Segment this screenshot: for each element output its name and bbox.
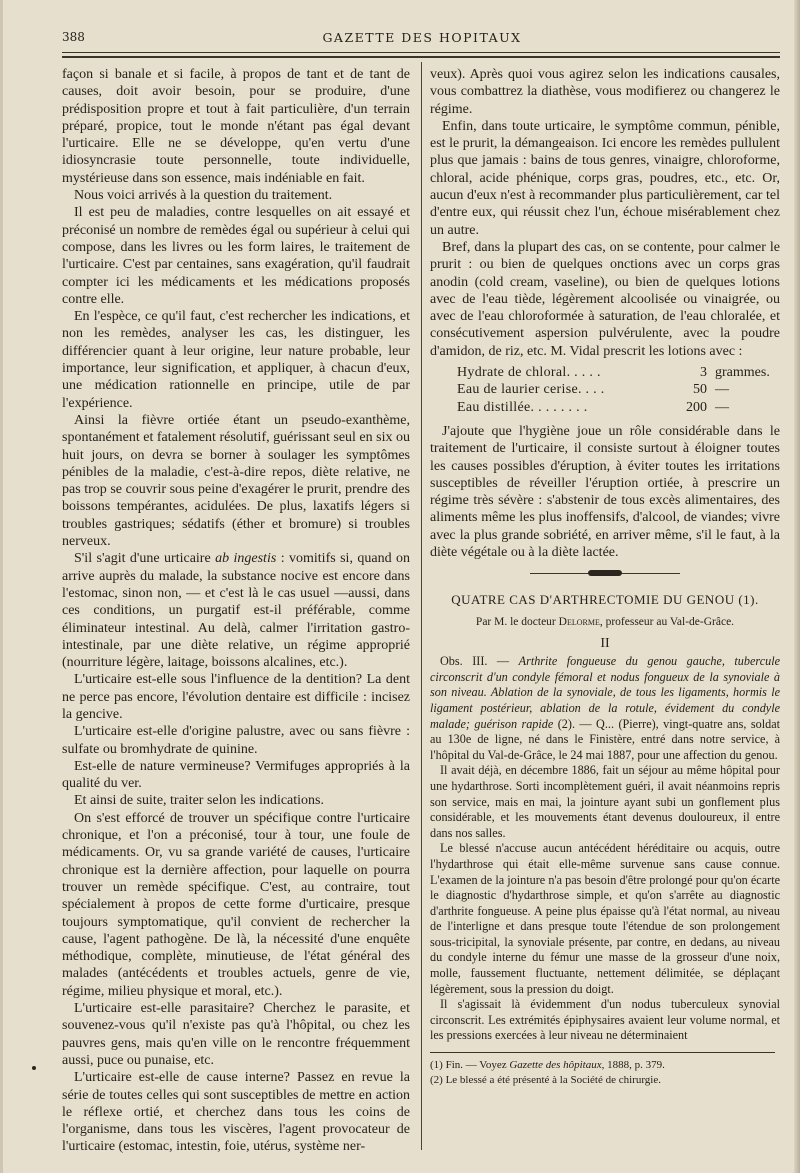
paragraph: On s'est efforcé de trouver un spécifique contre l'urticaire chronique, et l'on a préconisé, tour à tour, une foule de médicaments. Or, vu sa grande variété de causes, l'urticaire chronique est la dernière affection, pour laquelle on pourra trouver un remède spécifique. C'est, au contraire, tout spécialement à propos de cette forme d'urticaire, presque toujours symptomatique, qu'il convient de rechercher la cause, l'agent pathogène. De là, la nécessité d'une enquête méthodique, complète, minutieuse, de l'état général des malades (antécédents et troubles actuels, genre de vie, régime, milieu physique et moral, etc.). (62, 810, 410, 999)
footnote (430, 1073, 780, 1088)
text-run: : vomitifs si, quand on arrive auprès du malade, la substance nocive est encore dans l'estomac, sinon non, — et c'est là le cas usuel —aussi, dans ces conditions, un purgatif est-il préférable, comme éliminateur intestinal. Au delà, calmer l'irritation gastro-intestinale, par une diète relative, un régime approprié (nourriture légère, laitage, boissons alcalines, etc.). (62, 551, 410, 671)
paragraph: Ainsi la fièvre ortiée étant un pseudo-exanthème, spontanément et fatalement résolutif, guérissant seul en six ou huit jours, on devra se borner à soulager les symptômes pénibles de la maladie, c'est-à-dire repos, diète relative, ne pas trop se couvrir sous peine d'exagérer le prurit, prendre des boissons tempérantes, acidulées. De plus, laxatifs légers si troubles gastriques; sédatifs (éther et bromure) si troubles nerveux. (62, 412, 410, 550)
prescription-row (457, 399, 780, 416)
paragraph: En l'espèce, ce qu'il faut, c'est rechercher les indications, et non les remèdes, analyser les cas, les distinguer, les différencier quant à leur origine, leur nature probable, leur importance, leur signification, et appliquer, à chacun d'eux, une médication rationnelle en principe, utile de par l'expérience. (62, 309, 410, 411)
article-title: QUATRE CAS D'ARTHRECTOMIE DU GENOU (1). (451, 592, 759, 608)
ingredient-name: Hydrate de chloral. . . . . (457, 365, 601, 381)
page-edge-right (794, 0, 800, 1173)
footnote (430, 1058, 780, 1073)
observation-text (430, 654, 780, 1088)
column-divider (421, 62, 422, 1150)
paragraph: Il est peu de maladies, contre lesquelles on ait essayé et préconisé un nombre de remèdes égal ou supérieur à celui qui compose, dans les livres ou les form laires, le traitement de l'urticaire. C'est par centaines, sans exagération, qu'il faudrait compter ici les médicaments et les médications proposés contre elle. (62, 205, 410, 307)
journal-title: Gazette des hôpitaux (509, 1059, 602, 1072)
paragraph: Enfin, dans toute urticaire, le symptôme commun, pénible, est le prurit, la démangeaison. Ici encore les remèdes pullulent plus que jamais : bains de tous genres, vinaigre, chloroforme, chloral, acide phénique, corps gras, poudres, etc., etc. Or, aucun d'eux n'est à recommander plus particulièrement, car tel d'entre eux, qui réussit chez l'un, échoue misérablement chez un autre. (430, 118, 780, 238)
paragraph: veux). Après quoi vous agirez selon les indications causales, vous combattrez la diathèse, vous modifierez ou changerez le régime. (430, 67, 780, 117)
observation-label: Obs. III. — (440, 654, 519, 669)
footnote-rule (430, 1052, 775, 1053)
page-edge-left (0, 0, 3, 1173)
section-separator (430, 561, 780, 587)
paragraph: Le blessé n'accuse aucun antécédent héréditaire ou acquis, outre l'hydarthrose qui était elle-même survenue sans cause connue. L'examen de la jointure n'a pas besoin d'être prolongé pour qu'on écarte le diagnostic d'hydarthrose simple, et qu'on s'arrête au diagnostic d'arthrite fongueuse. A peine plus épaisse qu'à l'état normal, au niveau de l'interligne et dans presque toute l'étendue de son prolongement sous-tricipital, la synoviale présente, par contre, en dedans, au niveau du condyle interne du fémur une masse de la grosseur d'une noix, molle, faussement fluctuante, nettement délimitée, se déplaçant légèrement, sous la pression du doigt. (430, 841, 780, 996)
paragraph: L'urticaire est-elle parasitaire? Cherchez le parasite, et souvenez-vous qu'il n'existe pas qu'à l'hôpital, ou chez les pauvres gens, mais qu'en ville on le rencontre fréquemment aussi, puce ou punaise, etc. (62, 1001, 410, 1068)
header-rule-thick (62, 56, 780, 58)
left-column (62, 66, 410, 1156)
running-title: GAZETTE DES HOPITAUX (322, 30, 522, 45)
paragraph: L'urticaire est-elle de cause interne? Passez en revue la série de toutes celles qui sont susceptibles de mettre en action le réflexe ortié, et cherchez dans tous les coins de l'organisme, dans tous les viscères, l'agent provocateur de l'urticaire (estomac, intestin, foie, utérus, système ner- (62, 1070, 410, 1155)
ingredient-name: Eau de laurier cerise. . . . (457, 382, 605, 398)
paragraph: Bref, dans la plupart des cas, on se contente, pour calmer le prurit : ou bien de quelques onctions avec un corps gras anodin (cold cream, vaseline), ou bien de quelques lotions avec de l'eau tiède, légèrement alcoolisée ou vinaigrée, ou avec de l'eau chloroformée à saturation, de l'eau chloralée, et consécutivement aspersion pulvérulente, avec la poudre d'amidon, de riz, etc. M. Vidal prescrit les lotions avec : (430, 239, 780, 359)
ingredient-unit: grammes. (715, 365, 770, 381)
paragraph: Nous voici arrivés à la question du traitement. (74, 188, 333, 204)
observation-title: Arthrite fongueuse du genou gauche, tubercule circonscrit d'un condyle fémoral et nodus fongueux de la synoviale à son niveau. Ablation de la synoviale, de tous les ligaments, hormis le ligament postérieur, ablation de la rotule, évidement du condyle malade; guérison rapide (430, 654, 780, 731)
page-number: 388 (62, 30, 85, 44)
page-header (62, 30, 782, 48)
paragraph: L'urticaire est-elle sous l'influence de la dentition? La dent ne perce pas encore, l'évolution dentaire est difficile : incisez la gencive. (62, 672, 410, 722)
separator-ornament (588, 570, 622, 576)
paragraph: façon si banale et si facile, à propos de tant et de tant de causes, doit avoir besoin, pour se produire, d'une prédisposition propre et tout à fait particulière, d'un terrain préparé, propice, tout le monde n'étant pas égal devant l'urticaire. Elle ne se développe, qu'en vertu d'une idiosyncrasie toute personnelle, toute individuelle, mystérieuse dans son essence, mais indéniable en fait. (62, 67, 410, 186)
text-run: S'il s'agit d'une urticaire (74, 551, 216, 567)
ingredient-quantity: 200 (686, 399, 707, 415)
text-run: , 1888, p. 379. (601, 1059, 665, 1072)
prescription-row (457, 364, 780, 381)
ingredient-unit: — (715, 399, 729, 415)
paragraph-ab-ingestis (62, 550, 410, 671)
article-byline (430, 614, 780, 631)
byline-prefix: Par M. le docteur (475, 615, 559, 628)
section-number: II (600, 635, 610, 651)
ingredient-unit: — (715, 382, 729, 398)
paragraph: J'ajoute que l'hygiène joue un rôle considérable dans le traitement de l'urticaire, il consiste surtout à éloigner toutes les causes possibles d'éruption, à éviter toutes les irritations susceptibles de réveiller l'éruption ortiée, à prescrire un régime très sévère : s'abstenir de tous excès alimentaires, des aliments même les plus inoffensifs, d'alcool, de viandes; vivre avec la plus grande sobriété, en arriver même, s'il le faut, à la diète végétale ou à la diète lactée. (430, 423, 780, 561)
header-rule-thin (62, 52, 780, 53)
text-run: (2) Le blessé a été présenté à la Société de chirurgie. (430, 1074, 661, 1087)
paragraph: Et ainsi de suite, traiter selon les indications. (74, 793, 324, 809)
paragraph: L'urticaire est-elle d'origine palustre, avec ou sans fièvre : sulfate ou bromhydrate de quinine. (62, 724, 410, 757)
ingredient-quantity: 50 (693, 382, 707, 398)
ingredient-name: Eau distillée. . . . . . . . (457, 399, 588, 415)
prescription-list (457, 364, 780, 416)
prescription-row (457, 381, 780, 398)
paragraph: Il s'agissait là évidemment d'un nodus tuberculeux synovial circonscrit. Les extrémités épiphysaires avaient leur volume normal, et les pressions exercées à leur niveau ne déterminaient (430, 997, 780, 1043)
margin-dot (32, 1066, 36, 1070)
italic-term: ab ingestis (215, 551, 277, 567)
byline-suffix: , professeur au Val-de-Grâce. (599, 615, 735, 628)
ingredient-quantity: 3 (700, 365, 707, 381)
text-run: (2). — Q... (Pierre), vingt-quatre ans, soldat au 130e de ligne, né dans le Finistère, entré dans notre service, à l'hôpital du Val-de-Grâce, le 24 mai 1887, pour une affection du genou. (430, 716, 780, 762)
observation-paragraph (430, 654, 780, 763)
author-name: Delorme (558, 615, 600, 628)
paragraph: Est-elle de nature vermineuse? Vermifuges appropriés à la qualité du ver. (62, 758, 410, 792)
paragraph: Il avait déjà, en décembre 1886, fait un séjour au même hôpital pour une hydarthrose. Sorti incomplètement guéri, il avait néanmoins repris son service, mais en mai, la jointure ayant subi un gonflement plus considérable, et les mouvements étant devenus douloureux, il entre dans nos salles. (430, 763, 780, 840)
right-column (430, 66, 780, 1088)
text-run: (1) Fin. — Voyez (430, 1059, 510, 1072)
